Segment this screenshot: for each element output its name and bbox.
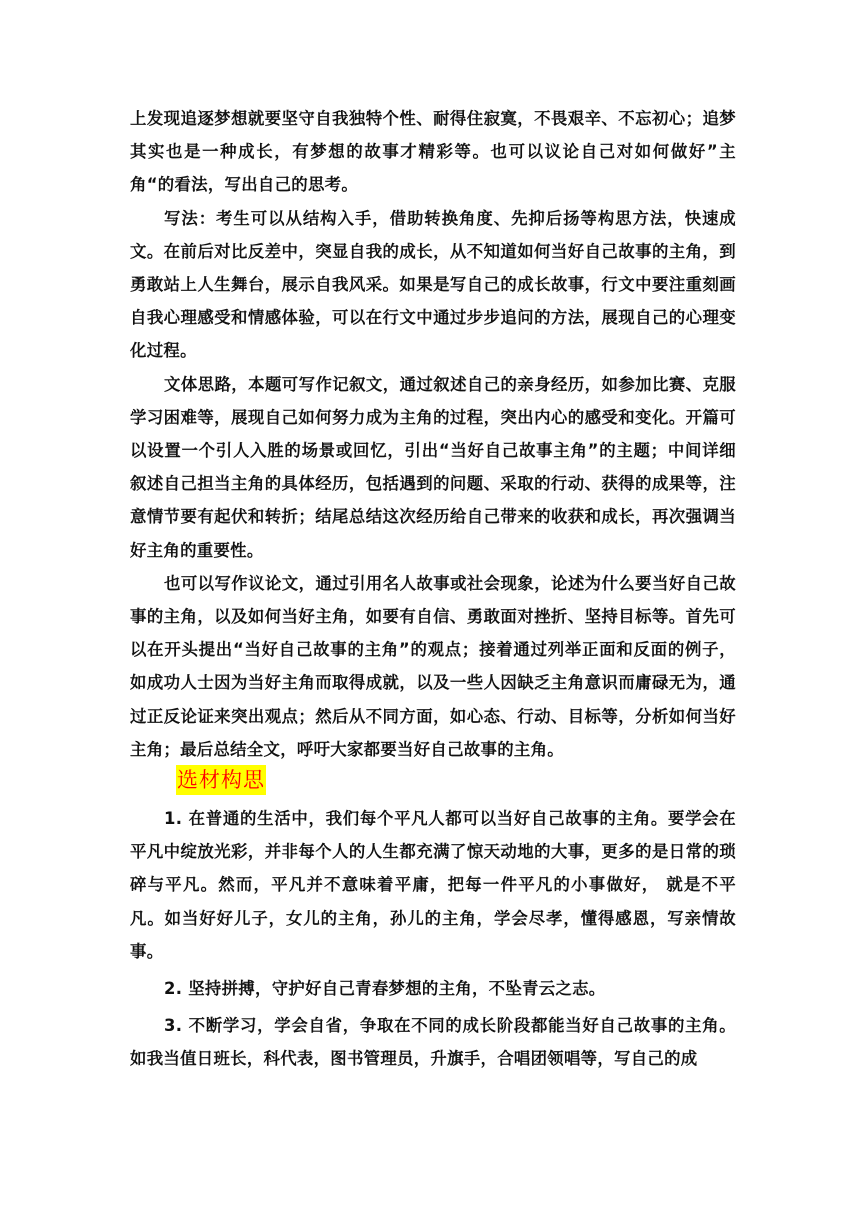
list-item-youth-dream: 2. 坚持拼搏，守护好自己青春梦想的主角，不坠青云之志。: [164, 979, 606, 999]
document-page: [130, 102, 736, 1076]
paragraph-narrative-approach: 文体思路，本题可写作记叙文，通过叙述自己的亲身经历，如参加比赛、克服学习困难等，展现自己如何努力成为主角的过程，突出内心的感受和变化。开篇可以设置一个引人入胜的场景或回忆，引出“当好自己故事主角”的主题；中间详细叙述自己担当主角的具体经历，包括遇到的问题、采取的行动、获得的成果等，注意情节要有起伏和转折；结尾总结这次经历给自己带来的收获和成长，再次强调当好主角的重要性。: [130, 374, 736, 560]
section-heading-wrap: [176, 766, 736, 802]
list-item-ordinary-life: 1. 在普通的生活中，我们每个平凡人都可以当好自己故事的主角。要学会在平凡中绽放光彩，并非每个人的人生都充满了惊天动地的大事，更多的是日常的琐碎与平凡。然而，平凡并不意味着平庸，把每一件平凡的小事做好， 就是不平凡。如当好好儿子，女儿的主角，孙儿的主角，学会尽孝，懂得感恩，写亲情故事。: [130, 809, 736, 961]
paragraph-theme-continuation: 上发现追逐梦想就要坚守自我独特个性、耐得住寂寞，不畏艰辛、不忘初心；追梦其实也是一种成长，有梦想的故事才精彩等。也可以议论自己对如何做好”主角“的看法，写出自己的思考。: [130, 109, 736, 195]
section-heading: 选材构思: [176, 765, 266, 795]
paragraph-argumentative-approach: 也可以写作议论文，通过引用名人故事或社会现象，论述为什么要当好自己故事的主角，以及如何当好主角，如要有自信、勇敢面对挫折、坚持目标等。首先可以在开头提出“当好自己故事的主角”的观点；接着通过列举正面和反面的例子，如成功人士因为当好主角而取得成就，以及一些人因缺乏主角意识而庸碌无为，通过正反论证来突出观点；然后从不同方面，如心态、行动、目标等，分析如何当好主角；最后总结全文，呼吁大家都要当好自己故事的主角。: [130, 573, 736, 759]
paragraph-writing-method: 写法：考生可以从结构入手，借助转换角度、先抑后扬等构思方法，快速成文。在前后对比反差中，突显自我的成长，从不知道如何当好自己故事的主角，到勇敢站上人生舞台，展示自我风采。如果是写自己的成长故事，行文中要注重刻画自我心理感受和情感体验，可以在行文中通过步步追问的方法，展现自己的心理变化过程。: [130, 208, 736, 361]
list-item-keep-learning: 3. 不断学习，学会自省，争取在不同的成长阶段都能当好自己故事的主角。如我当值日班长，科代表，图书管理员，升旗手，合唱团领唱等，写自己的成: [130, 1016, 736, 1069]
